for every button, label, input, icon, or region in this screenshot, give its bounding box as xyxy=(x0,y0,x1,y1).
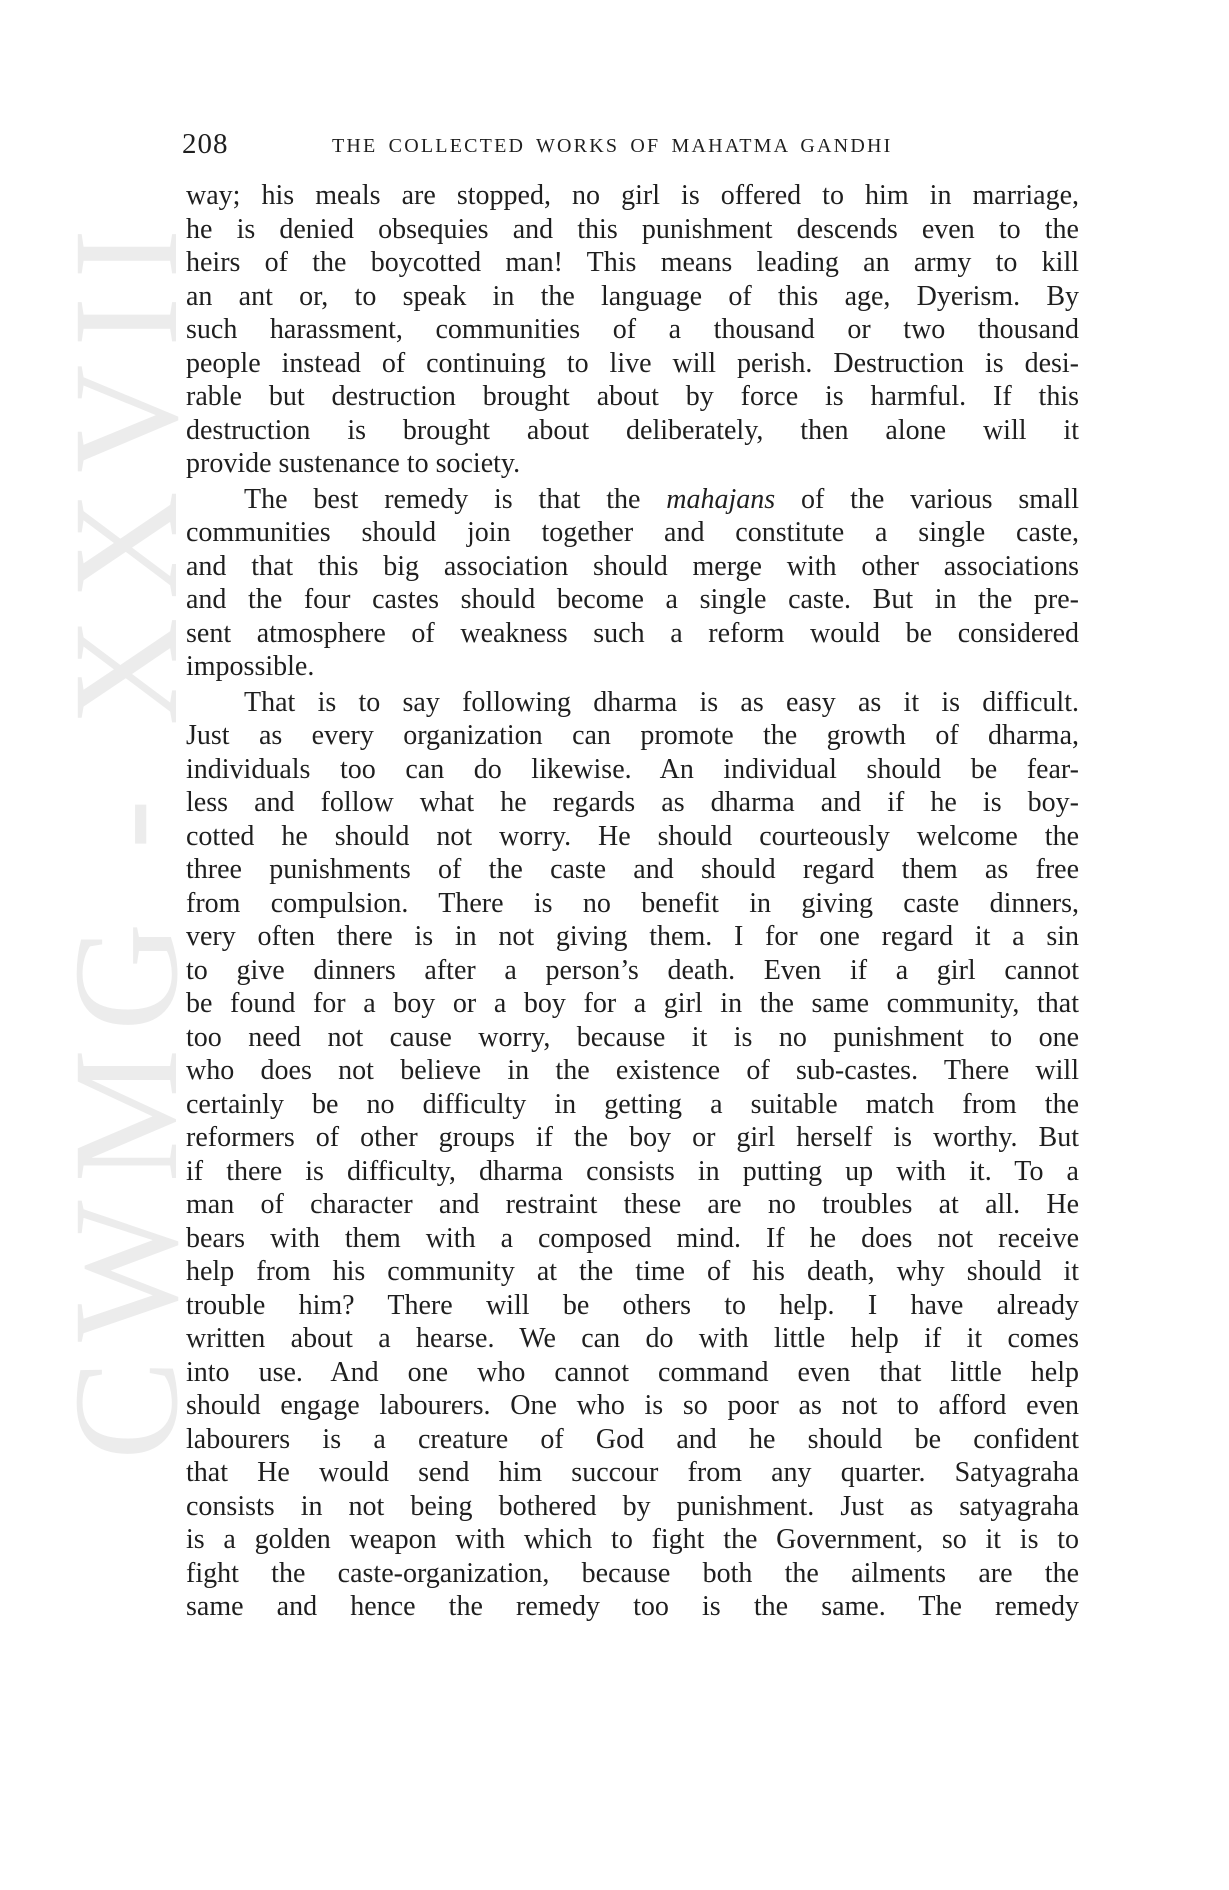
paragraph xyxy=(186,483,1079,684)
text-line xyxy=(186,483,1079,517)
text-line: people instead of continuing to live will perish. Destruction is desi- xyxy=(186,347,1079,379)
page-number: 208 xyxy=(182,128,229,160)
page-header xyxy=(182,128,1082,168)
text-line: sent atmosphere of weakness such a reform would be considered xyxy=(186,617,1079,649)
text-line: fight the caste-organization, because both the ailments are the xyxy=(186,1557,1079,1589)
text-line: impossible. xyxy=(186,651,315,682)
paragraph xyxy=(186,686,1079,1624)
text-line: communities should join together and constitute a single caste, xyxy=(186,517,1079,548)
text-line: that He would send him succour from any quarter. Satyagraha xyxy=(186,1457,1079,1488)
running-title: THE COLLECTED WORKS OF MAHATMA GANDHI xyxy=(332,135,893,157)
text-line: heirs of the boycotted man! This means leading an army to kill xyxy=(186,247,1079,278)
text-line: three punishments of the caste and should regard them as free xyxy=(186,854,1079,885)
text-line: to give dinners after a person’s death. Even if a girl cannot xyxy=(186,954,1079,986)
text-line: destruction is brought about deliberately, then alone will it xyxy=(186,414,1079,446)
body-text xyxy=(186,179,1079,1624)
text-line: That is to say following dharma is as easy as it is difficult. xyxy=(244,686,1079,718)
text-line: written about a hearse. We can do with little help if it comes xyxy=(186,1323,1079,1354)
text-line: Just as every organization can promote the growth of dharma, xyxy=(186,720,1079,751)
italic-term: mahajans xyxy=(666,483,776,515)
text-line: such harassment, communities of a thousand or two thousand xyxy=(186,314,1079,345)
text-line: cotted he should not worry. He should courteously welcome the xyxy=(186,820,1079,852)
text-line: be found for a boy or a boy for a girl in the same community, that xyxy=(186,988,1079,1019)
text-line: too need not cause worry, because it is no punishment to one xyxy=(186,1021,1079,1053)
watermark: CWMG - XXVII xyxy=(43,210,209,1460)
text-line: bears with them with a composed mind. If he does not receive xyxy=(186,1222,1079,1254)
text-line: if there is difficulty, dharma consists in putting up with it. To a xyxy=(186,1155,1079,1187)
text-line: and that this big association should merge with other associations xyxy=(186,550,1079,582)
text-line: man of character and restraint these are no troubles at all. He xyxy=(186,1189,1079,1220)
text-line: and the four castes should become a single caste. But in the pre- xyxy=(186,584,1079,615)
text-line: rable but destruction brought about by force is harmful. If this xyxy=(186,381,1079,412)
text-run: The best remedy is that the xyxy=(244,483,667,515)
paragraph xyxy=(186,179,1079,481)
text-line: reformers of other groups if the boy or girl herself is worthy. But xyxy=(186,1122,1079,1153)
text-line: very often there is in not giving them. I for one regard it a sin xyxy=(186,921,1079,952)
text-line: provide sustenance to society. xyxy=(186,448,521,479)
text-line: same and hence the remedy too is the same. The remedy xyxy=(186,1591,1079,1622)
text-line: is a golden weapon with which to fight the Government, so it is to xyxy=(186,1524,1079,1555)
text-line: from compulsion. There is no benefit in giving caste dinners, xyxy=(186,887,1079,919)
text-line: into use. And one who cannot command even that little help xyxy=(186,1356,1079,1388)
text-line: labourers is a creature of God and he should be confident xyxy=(186,1423,1079,1455)
text-line: certainly be no difficulty in getting a suitable match from the xyxy=(186,1088,1079,1120)
text-line: should engage labourers. One who is so poor as not to afford even xyxy=(186,1390,1079,1421)
text-run: of the various small xyxy=(775,483,1079,515)
text-line: an ant or, to speak in the language of this age, Dyerism. By xyxy=(186,280,1079,312)
text-line: he is denied obsequies and this punishment descends even to the xyxy=(186,213,1079,245)
text-line: trouble him? There will be others to help. I have already xyxy=(186,1289,1079,1321)
text-line: consists in not being bothered by punishment. Just as satyagraha xyxy=(186,1490,1079,1522)
text-line: way; his meals are stopped, no girl is offered to him in marriage, xyxy=(186,180,1079,211)
text-line: who does not believe in the existence of sub-castes. There will xyxy=(186,1055,1079,1086)
text-line: less and follow what he regards as dharma and if he is boy- xyxy=(186,787,1079,818)
text-line: individuals too can do likewise. An individual should be fear- xyxy=(186,753,1079,785)
text-line: help from his community at the time of his death, why should it xyxy=(186,1256,1079,1287)
